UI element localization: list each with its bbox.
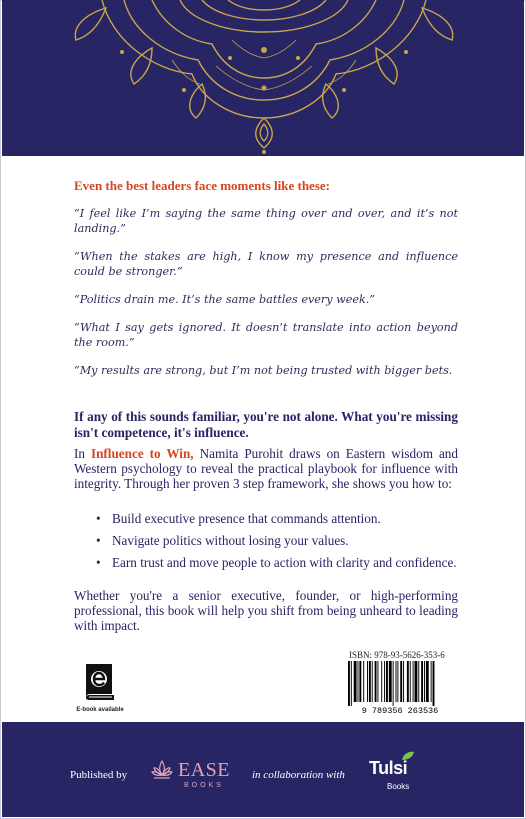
benefits-list <box>96 511 458 577</box>
barcode-bar <box>389 661 392 702</box>
quote-2: “When the stakes are high, I know my presence and influence could be stronger.” <box>74 250 458 278</box>
bullet-text: Navigate politics without losing your values. <box>112 533 349 548</box>
barcode-bar <box>410 661 411 702</box>
para1-prefix: In <box>74 446 91 461</box>
barcode-bar <box>384 661 385 702</box>
collaboration-label: in collaboration with <box>252 769 345 781</box>
barcode-bar <box>431 661 432 702</box>
barcode-bar <box>403 661 404 702</box>
intro-section <box>74 178 458 391</box>
publisher-name: EASE <box>178 759 230 781</box>
barcode-bar <box>348 661 350 706</box>
description-paragraph <box>74 446 458 491</box>
barcode-bar <box>375 661 377 702</box>
barcode-bar <box>433 661 435 706</box>
publisher-sub: BOOKS <box>184 782 224 789</box>
top-band <box>2 0 524 156</box>
mandala-ornament <box>2 0 524 156</box>
barcode-bar <box>424 661 425 702</box>
barcode-bar <box>359 661 361 702</box>
barcode-bar <box>407 661 409 702</box>
barcode-bar <box>421 661 423 702</box>
barcode-bar <box>351 661 352 706</box>
quote-1: “I feel like I’m saying the same thing over and over, and it’s not landing.” <box>74 207 458 235</box>
bullet-icon: • <box>96 533 101 548</box>
partner-sub: Books <box>387 782 410 791</box>
barcode-digits: 9 789356 263536 <box>361 706 439 715</box>
quote-5: “My results are strong, but I’m not being trusted with bigger bets. <box>74 364 453 377</box>
barcode-bar <box>354 661 357 702</box>
barcode-bar <box>393 661 394 706</box>
ebook-icon <box>80 662 120 702</box>
book-title: Influence to Win, <box>90 446 194 461</box>
hook-paragraph: If any of this sounds familiar, you're not alone. What you're missing isn't competence, it's influence. <box>74 409 458 440</box>
list-item <box>96 555 458 570</box>
barcode-bar <box>386 661 388 702</box>
isbn-label: ISBN: 978-93-5626-353-6 <box>349 650 445 660</box>
barcode-bar <box>396 661 397 702</box>
barcode-bar <box>367 661 368 702</box>
bullet-icon: • <box>96 511 101 526</box>
barcode-bar <box>415 661 418 702</box>
barcode-bar <box>381 661 382 702</box>
barcode-bar <box>413 661 414 702</box>
list-item <box>96 533 458 548</box>
barcode-bar <box>418 661 419 702</box>
bullet-icon: • <box>96 555 101 570</box>
barcode-bar <box>358 661 359 702</box>
partner-name: Tulsi <box>369 758 408 778</box>
closing-paragraph: Whether you're a senior executive, founder, or high-performing professional, this book will help you shift from being unheard to leading with impact. <box>74 588 458 633</box>
list-item <box>96 511 458 526</box>
intro-heading: Even the best leaders face moments like these: <box>74 178 330 193</box>
barcode-bar <box>377 661 378 702</box>
quote-3: “Politics drain me. It’s the same battles every week.” <box>74 293 376 306</box>
barcode-bar <box>369 661 371 702</box>
ebook-label: E-book available <box>76 707 124 713</box>
quote-4: “What I say gets ignored. It doesn’t translate into action beyond the room.” <box>74 321 458 349</box>
barcode <box>340 661 460 715</box>
bullet-text: Build executive presence that commands attention. <box>112 511 381 526</box>
bullet-text: Earn trust and move people to action with clarity and confidence. <box>112 555 457 570</box>
barcode-bar <box>397 661 398 702</box>
barcode-bar <box>426 661 429 702</box>
barcode-bar <box>372 661 373 702</box>
para1-rest: Namita Purohit draws on Eastern wisdom and Western psychology to reveal the practical playbook for influence with integrity. Through her proven 3 step framework, she shows you how to: <box>74 446 458 491</box>
lotus-icon <box>150 759 174 781</box>
published-by-label: Published by <box>70 769 128 781</box>
barcode-bar <box>363 661 364 702</box>
barcode-bar <box>400 661 402 702</box>
